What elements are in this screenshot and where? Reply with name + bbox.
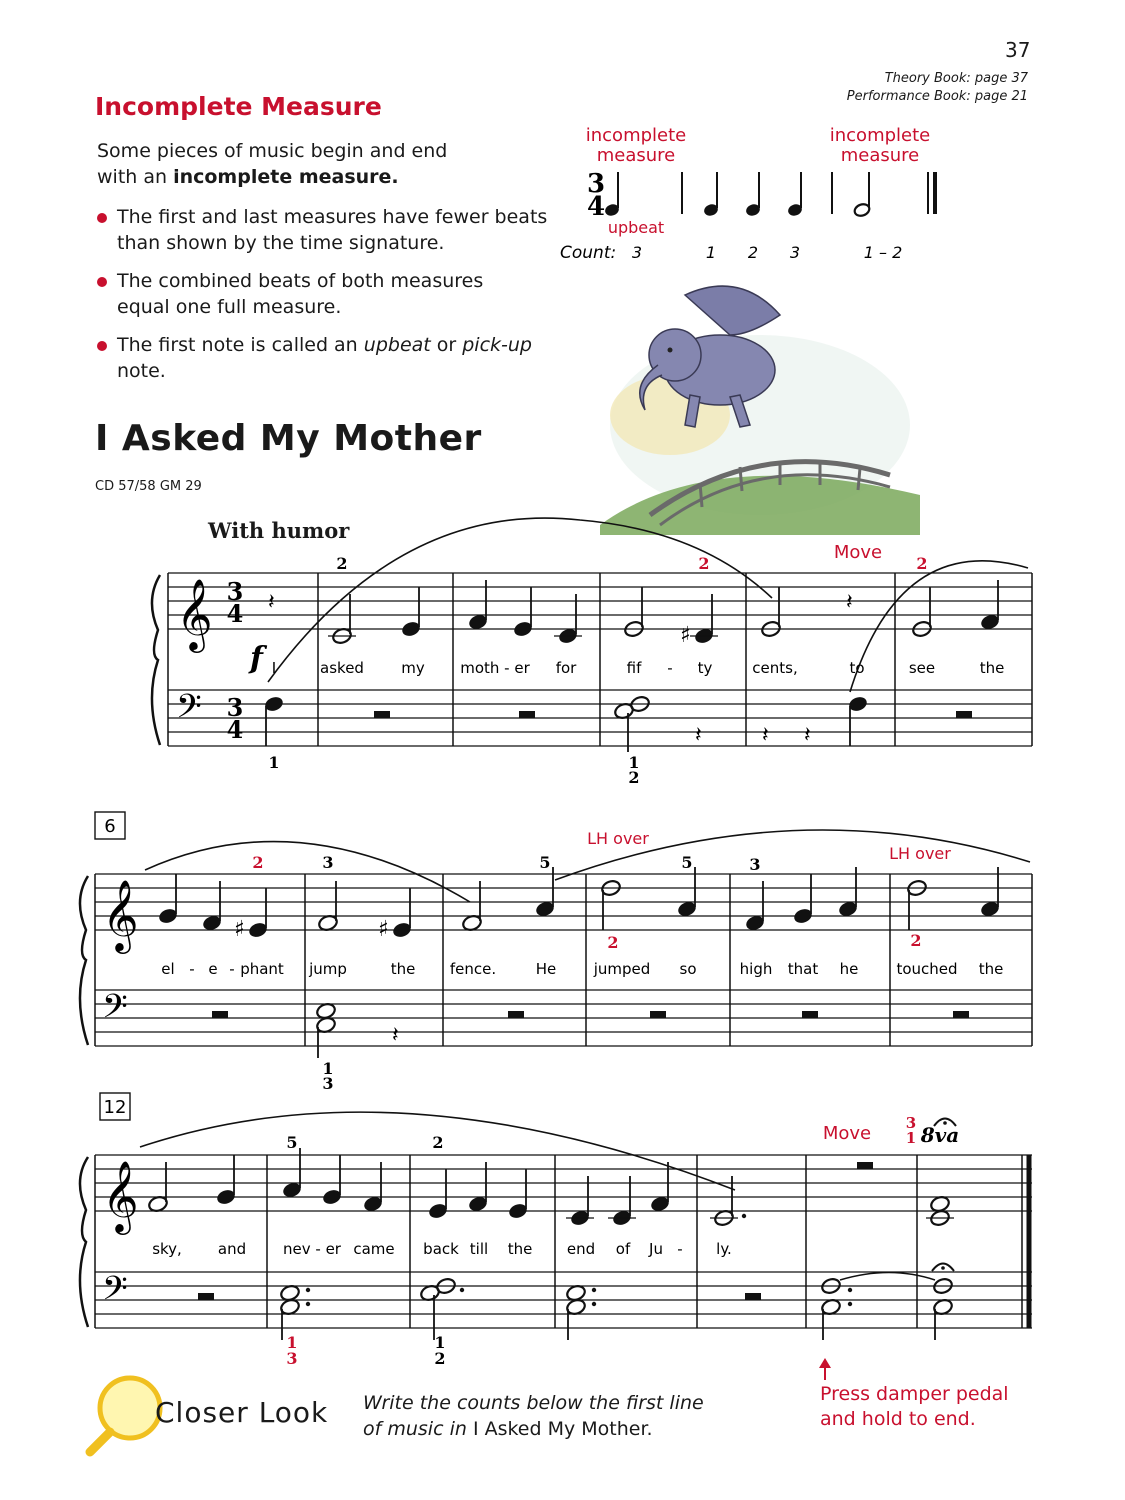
lyric: end [566,1240,596,1258]
measure-number: 6 [104,816,116,837]
lyric: fif [626,659,642,677]
lyric: to [849,659,865,677]
lh-over-label: LH over [889,844,951,863]
example-count: 2 [747,243,759,262]
bullet-text: than shown by the time signature. [117,232,445,254]
lyrics-line-3 [152,1240,732,1258]
incomplete-measure-heading: Incomplete Measure [95,92,382,121]
lyric: - [667,659,673,677]
lh-over-label: LH over [587,829,649,848]
lyric: the [978,960,1004,978]
move-label: Move [822,1123,872,1144]
lyric: moth - er [460,659,530,677]
pedal-line-1: Press damper pedal [820,1383,1009,1405]
cd-track-info: CD 57/58 GM 29 [95,479,202,494]
finger-number-red: 2 [916,554,928,573]
lyric: ly. [716,1240,732,1258]
whole-rest-icon [374,711,390,718]
instruction-line-1: Write the counts below the first line [363,1392,704,1414]
finger-number-red: 1 [286,1333,298,1352]
finger-number: 1 [628,753,640,772]
lyric: my [401,659,425,677]
bass-staff-2 [95,990,1032,1046]
lyric: - [229,960,235,978]
example-label-right: incomplete [829,125,931,146]
example-count-label: Count: [560,243,617,263]
quarter-rest-icon: 𝄽 [695,723,702,748]
instruction-text: of music in [363,1418,473,1440]
example-upbeat-label: upbeat [607,218,665,237]
bullet-italic: pick-up [462,334,532,356]
lyric: cents, [752,659,798,677]
quarter-rest-icon: 𝄽 [268,590,275,615]
bullet-text: The first note is called an [117,334,364,356]
whole-rest-icon [212,1011,228,1018]
lyric: came [353,1240,395,1258]
whole-rest-icon [956,711,972,718]
lyric: jumped [593,960,651,978]
example-label-left: incomplete [585,125,687,146]
bullet-text: note. [117,360,166,382]
intro-line-1: Some pieces of music begin and end [97,140,448,162]
lyric: jump [309,960,347,978]
sharp-icon: ♯ [234,917,245,942]
whole-rest-icon [650,1011,666,1018]
bullet-text: equal one full measure. [117,296,342,318]
phrase-slur [145,842,470,902]
quarter-rest-icon: 𝄽 [804,723,811,748]
example-time-bottom: 4 [586,192,606,222]
finger-number-red: 3 [905,1114,917,1132]
quarter-rest-icon: 𝄽 [392,1023,399,1048]
lyric: see [908,659,936,677]
lyric: He [535,960,557,978]
bass-clef-icon: 𝄢 [102,1270,128,1316]
finger-number-red: 2 [910,931,922,950]
lyric: el [161,960,175,978]
whole-rest-icon [953,1011,969,1018]
lyric: the [390,960,416,978]
finger-number-red: 1 [905,1129,917,1147]
finger-number: 5 [681,853,693,872]
whole-rest-icon [508,1011,524,1018]
instruction-song-title: I Asked My Mother. [472,1418,653,1440]
finger-number: 3 [322,853,334,872]
barlines-1 [168,573,1032,746]
lyric: touched [896,960,958,978]
page-number: 37 [1005,38,1031,62]
grand-staff-brace [80,876,88,1045]
example-label-right-2: measure [840,145,920,166]
whole-rest-icon [802,1011,818,1018]
quarter-rest-icon: 𝄽 [762,723,769,748]
finger-number-red: 2 [607,933,619,952]
bullet-italic: upbeat [363,334,431,356]
tempo-marking: With humor [208,518,350,543]
instruction-line-2 [363,1416,704,1442]
whole-rest-icon [198,1293,214,1300]
example-count: 1 [705,243,717,262]
system-2 [80,812,1032,1093]
treble-staff-3 [95,1155,1032,1211]
song-title: I Asked My Mother [95,418,482,459]
treble-clef-icon: 𝄞 [102,878,139,951]
svg-text:4: 4 [226,715,244,744]
finger-number: 1 [268,753,280,772]
octave-mark: 8va [920,1123,960,1147]
lyric: and [217,1240,247,1258]
lyric: that [787,960,819,978]
intro-text: with an [97,166,174,188]
barlines-2 [95,874,1032,1046]
lyrics-line-2 [161,960,1003,978]
lyric: of [615,1240,631,1258]
finger-number: 2 [432,1133,444,1152]
finger-number: 1 [322,1059,334,1078]
bass-clef-icon: 𝄢 [102,988,128,1034]
lyric: asked [320,659,364,677]
lyric: Ju [649,1240,663,1258]
lyric: the [979,659,1005,677]
example-count: 3 [789,243,801,262]
system-1 [152,518,1032,787]
example-label-left-2: measure [596,145,676,166]
lyric: till [469,1240,489,1258]
lyric: high [739,960,773,978]
grand-staff-brace [152,575,160,745]
finger-number-red: 3 [286,1349,298,1368]
system-3 [80,1093,1032,1380]
svg-text:4: 4 [226,599,244,628]
finger-number: 3 [749,855,761,874]
lyric: for [555,659,577,677]
lyric: phant [240,960,284,978]
lyric: ty [697,659,713,677]
whole-rest-icon [519,711,535,718]
finger-number: 2 [336,554,348,573]
pedal-instruction [820,1382,1009,1432]
finger-number: 2 [628,768,640,787]
finger-number: 1 [434,1333,446,1352]
intro-bold-term: incomplete measure. [173,166,399,188]
whole-rest-icon [857,1162,873,1169]
finger-number: 5 [539,853,551,872]
bass-clef-icon: 𝄢 [176,688,202,734]
quarter-rest-icon: 𝄽 [846,590,853,615]
theory-book-ref: Theory Book: page 37 [884,71,1028,86]
performance-book-ref: Performance Book: page 21 [846,89,1028,104]
svg-text:3: 3 [226,577,244,606]
lyric: I [271,659,277,677]
treble-clef-icon: 𝄞 [102,1159,139,1232]
svg-text:3: 3 [226,693,244,722]
lyric: back [423,1240,459,1258]
grand-staff-brace [80,1157,88,1327]
pedal-line-2: and hold to end. [820,1408,976,1430]
bullet-text: The first and last measures have fewer beats [117,206,548,228]
finger-number-red: 2 [698,554,710,573]
finger-number: 3 [322,1074,334,1093]
closer-look-title: Closer Look [155,1396,329,1429]
bullet-text: or [430,334,463,356]
lyric: - [677,1240,683,1258]
lyric: so [679,960,697,978]
example-rhythm [604,172,935,218]
lyric: the [507,1240,533,1258]
dynamic-forte: f [250,641,263,676]
lyric: fence. [449,960,497,978]
tie [840,1273,935,1281]
lyric: - [189,960,195,978]
example-count: 3 [631,243,643,262]
finger-number-red: 2 [252,853,264,872]
finger-number: 5 [286,1133,298,1152]
measure-number: 12 [103,1097,127,1118]
example-time-top: 3 [586,169,606,199]
lyric: nev - er [283,1240,341,1258]
treble-clef-icon: 𝄞 [176,577,213,650]
closer-look-logo [85,1370,355,1460]
bullet-text: The combined beats of both measures [117,270,484,292]
whole-rest-icon [745,1293,761,1300]
bass-staff-3 [95,1272,1032,1328]
sharp-icon: ♯ [680,623,691,648]
lyric: he [839,960,859,978]
move-label: Move [833,542,883,563]
lyric: sky, [152,1240,182,1258]
finger-number: 2 [434,1349,446,1368]
closer-look-instructions [363,1390,704,1442]
lyric: e [208,960,218,978]
sharp-icon: ♯ [378,917,389,942]
example-count: 1 – 2 [863,243,903,262]
